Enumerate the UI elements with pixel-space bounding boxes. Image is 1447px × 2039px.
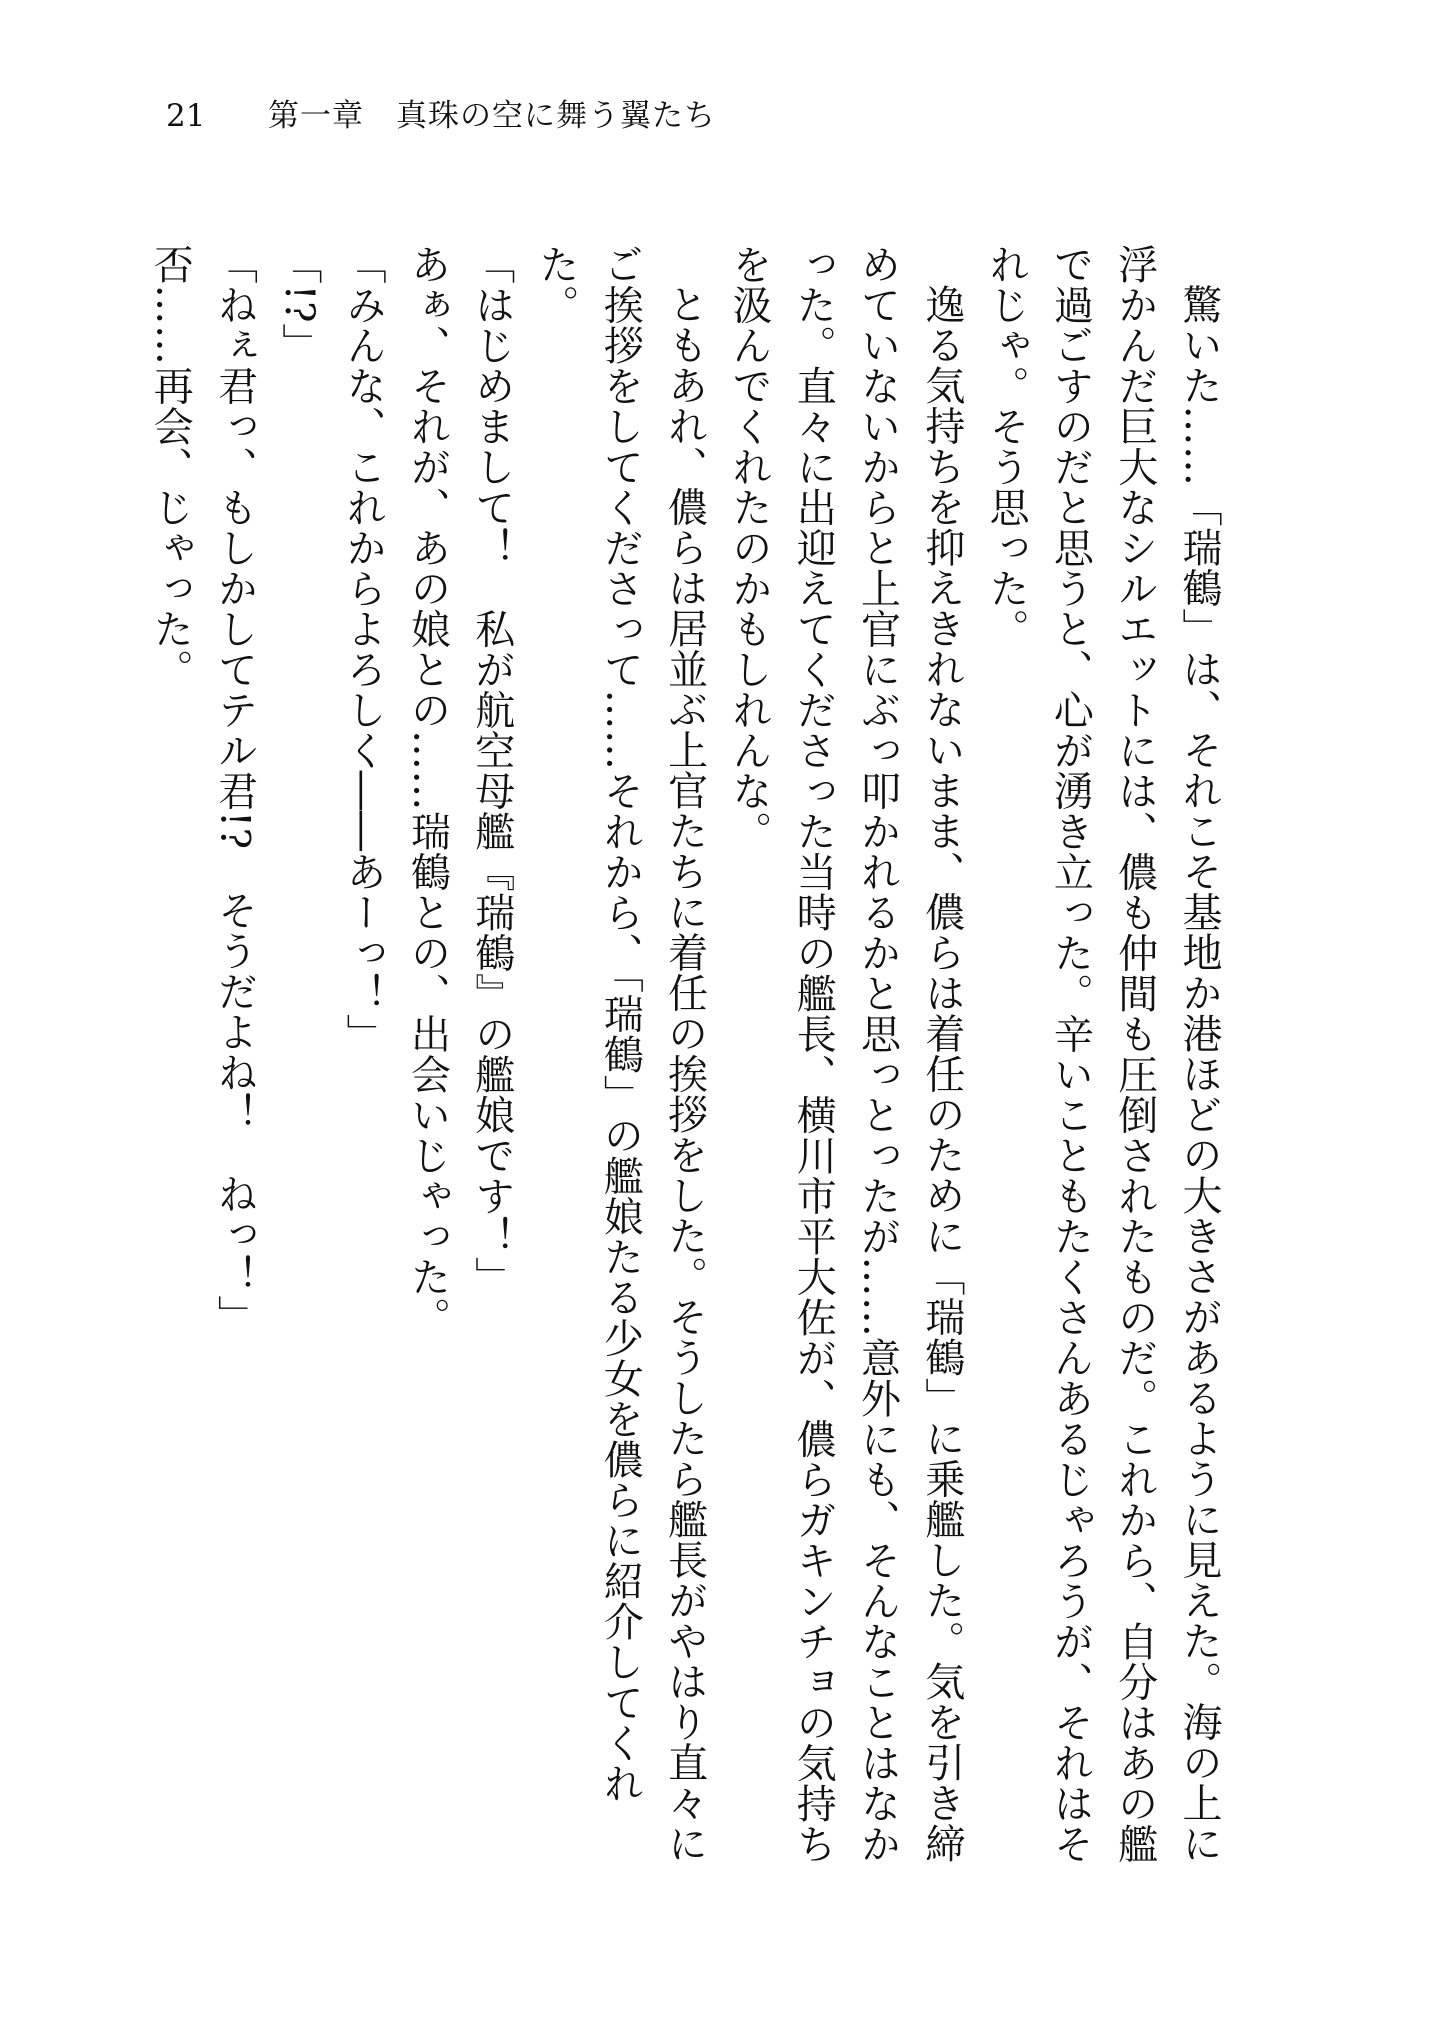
paragraph-3: ともあれ、儂らは居並ぶ上官たちに着任の挨拶をした。そうしたら艦長がやはり直々にご挨拶をしてくださって……それから、「瑞鶴」の艦娘たる少女を儂らに紹介してくれた。: [533, 244, 708, 1864]
dialogue-line: 「ねぇ君っ、もしかしてテル君!? そうだよね！ ねっ！」: [211, 244, 258, 1336]
dialogue-line: 「!?」: [275, 244, 322, 364]
novel-body-text: [147, 244, 1231, 1884]
page-number: 21: [166, 98, 206, 134]
narration-line: 否……再会、じゃった。: [147, 244, 194, 690]
paragraph-2: 逸る気持ちを抑えきれないまま、儂らは着任のために「瑞鶴」に乗艦した。気を引き締めていないからと上官にぶっ叩かれるかと思っとったが……意外にも、そんなことはなかった。直々に出迎えてくださった当時の艦長、横川市平大佐が、儂らガキンチョの気持ちを汲んでくれたのかもしれんな。: [725, 244, 965, 1864]
dialogue-line: 「はじめまして！ 私が航空母艦『瑞鶴』の艦娘です！」: [468, 244, 515, 1297]
chapter-title: 第一章 真珠の空に舞う翼たち: [268, 98, 716, 134]
paragraph-1: 驚いた……「瑞鶴」は、それこそ基地か港ほどの大きさがあるように見えた。海の上に浮かんだ巨大なシルエットには、儂も仲間も圧倒されたものだ。これから、自分はあの艦で過ごすのだと思うと、心が湧き立った。辛いこともたくさんあるじゃろうが、それはそれじゃ。そう思った。: [983, 244, 1222, 1864]
narration-line: あぁ、それが、あの娘との……瑞鶴との、出会いじゃった。: [404, 244, 451, 1338]
dialogue-line: 「みんな、これからよろしく――あーっ！」: [340, 244, 387, 1054]
